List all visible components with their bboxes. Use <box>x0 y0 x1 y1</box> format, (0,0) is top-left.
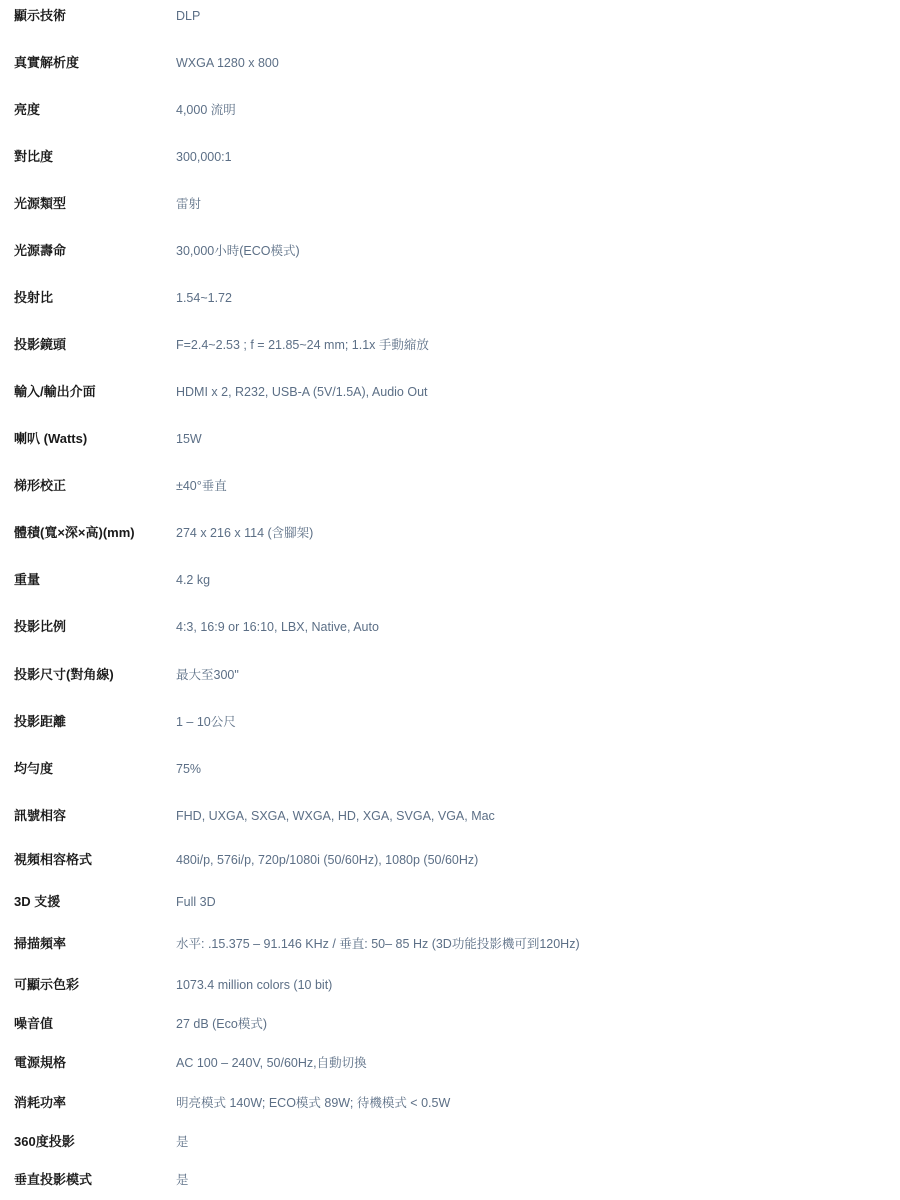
spec-value: FHD, UXGA, SXGA, WXGA, HD, XGA, SVGA, VGA, Mac <box>176 809 495 823</box>
spec-label: 真實解析度 <box>14 55 80 70</box>
spec-label: 掃描頻率 <box>14 936 67 951</box>
spec-value: 30,000小時(ECO模式) <box>176 244 300 258</box>
spec-value: 明亮模式 140W; ECO模式 89W; 待機模式 < 0.5W <box>176 1096 451 1110</box>
spec-label: 對比度 <box>14 149 54 164</box>
spec-row <box>0 1012 900 1036</box>
spec-row <box>0 4 900 28</box>
spec-value: 27 dB (Eco模式) <box>176 1017 268 1031</box>
spec-label: 可顯示色彩 <box>14 977 80 992</box>
spec-row <box>0 98 900 122</box>
spec-label: 投影尺寸(對角線) <box>14 667 114 682</box>
spec-row <box>0 1091 900 1115</box>
spec-value: 4.2 kg <box>176 573 211 587</box>
spec-value: F=2.4~2.53 ; f = 21.85~24 mm; 1.1x 手動縮放 <box>176 338 429 352</box>
spec-row <box>0 51 900 75</box>
spec-label: 亮度 <box>14 102 41 117</box>
spec-label: 投影比例 <box>14 619 67 634</box>
spec-row <box>0 427 900 451</box>
spec-label: 輸入/輸出介面 <box>14 384 96 399</box>
spec-row <box>0 973 900 997</box>
spec-row <box>0 663 900 687</box>
spec-value: 274 x 216 x 114 (含腳架) <box>176 526 314 540</box>
spec-value: HDMI x 2, R232, USB-A (5V/1.5A), Audio Out <box>176 385 428 399</box>
spec-row <box>0 710 900 734</box>
spec-label: 垂直投影模式 <box>14 1172 93 1187</box>
spec-value: 480i/p, 576i/p, 720p/1080i (50/60Hz), 1080p (50/60Hz) <box>176 853 479 867</box>
spec-label: 視頻相容格式 <box>14 852 93 867</box>
spec-label: 顯示技術 <box>14 8 67 23</box>
spec-label: 體積(寬×深×高)(mm) <box>14 525 135 540</box>
spec-row <box>0 1051 900 1075</box>
spec-label: 電源規格 <box>14 1055 67 1070</box>
spec-row <box>0 804 900 828</box>
spec-row <box>0 239 900 263</box>
spec-label: 重量 <box>14 572 41 587</box>
spec-value: 是 <box>176 1173 189 1187</box>
spec-row <box>0 615 900 639</box>
spec-row <box>0 890 900 914</box>
spec-label: 噪音值 <box>14 1016 54 1031</box>
spec-value: Full 3D <box>176 895 216 909</box>
spec-value: 300,000:1 <box>176 150 232 164</box>
spec-value: 75% <box>176 762 202 776</box>
spec-label: 消耗功率 <box>14 1095 67 1110</box>
spec-value: 水平: .15.375 – 91.146 KHz / 垂直: 50– 85 Hz (3D功能投影機可到120Hz) <box>176 937 580 951</box>
spec-value: 雷射 <box>176 197 202 211</box>
spec-label: 訊號相容 <box>14 808 67 823</box>
spec-label: 梯形校正 <box>14 478 67 493</box>
spec-label: 360度投影 <box>14 1134 75 1149</box>
spec-value: 1 – 10公尺 <box>176 715 236 729</box>
spec-value: 是 <box>176 1135 189 1149</box>
spec-row <box>0 286 900 310</box>
spec-value: 15W <box>176 432 202 446</box>
spec-value: 4:3, 16:9 or 16:10, LBX, Native, Auto <box>176 620 379 634</box>
spec-label: 投射比 <box>14 290 54 305</box>
spec-label: 投影鏡頭 <box>14 337 67 352</box>
spec-label: 投影距離 <box>14 714 67 729</box>
spec-label: 3D 支援 <box>14 894 61 909</box>
spec-row <box>0 333 900 357</box>
spec-row <box>0 1168 900 1192</box>
spec-row <box>0 1130 900 1154</box>
spec-row <box>0 757 900 781</box>
spec-label: 光源類型 <box>14 196 67 211</box>
spec-value: AC 100 – 240V, 50/60Hz,自動切換 <box>176 1056 367 1070</box>
spec-label: 均勻度 <box>14 761 54 776</box>
spec-label: 光源壽命 <box>14 243 67 258</box>
spec-label: 喇叭 (Watts) <box>14 431 88 446</box>
spec-row <box>0 848 900 872</box>
spec-value: 1073.4 million colors (10 bit) <box>176 978 333 992</box>
spec-value: ±40°垂直 <box>176 479 227 493</box>
spec-row <box>0 521 900 545</box>
spec-value: WXGA 1280 x 800 <box>176 56 279 70</box>
spec-row <box>0 474 900 498</box>
spec-value: 1.54~1.72 <box>176 291 232 305</box>
spec-row <box>0 192 900 216</box>
spec-value: DLP <box>176 9 201 23</box>
spec-row <box>0 932 900 956</box>
spec-row <box>0 568 900 592</box>
spec-row <box>0 380 900 404</box>
spec-value: 4,000 流明 <box>176 103 236 117</box>
spec-row <box>0 145 900 169</box>
spec-value: 最大至300" <box>176 668 239 682</box>
